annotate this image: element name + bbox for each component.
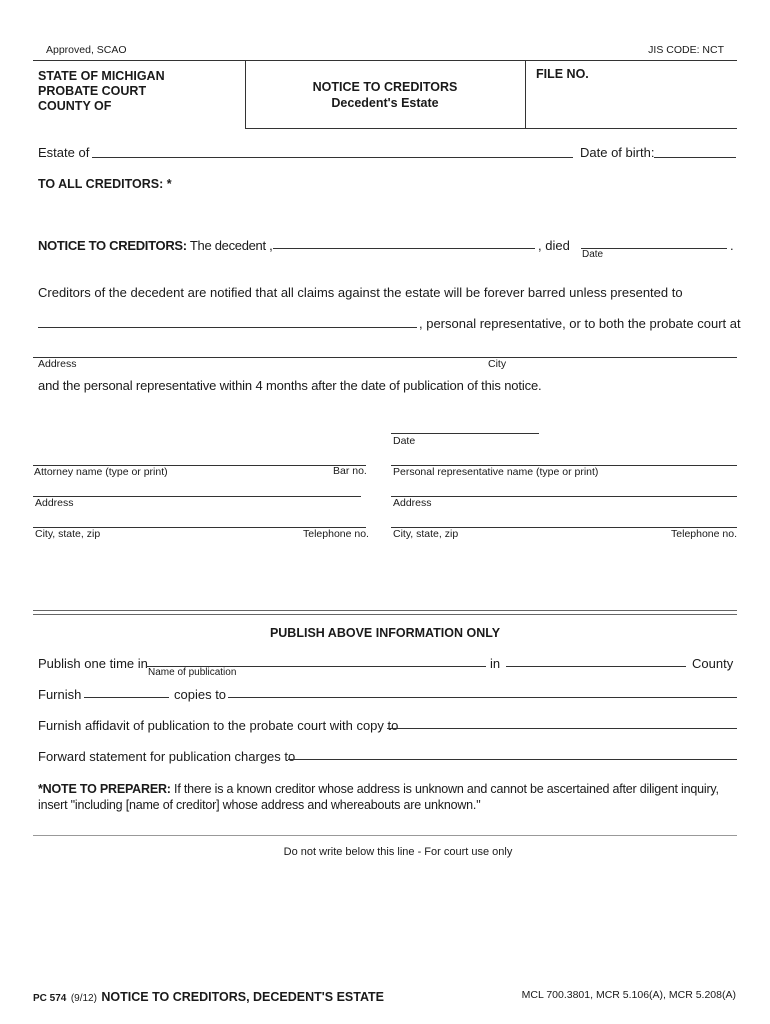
to-all-creditors: TO ALL CREDITORS: * (38, 177, 172, 191)
dob-field[interactable] (654, 157, 736, 158)
note-line-2: insert "including [name of creditor] whose address and whereabouts are unknown." (38, 798, 481, 812)
furnish-label: Furnish (38, 687, 82, 702)
county-label: County (692, 656, 734, 671)
footer-form-id (33, 988, 384, 1006)
form-title (245, 80, 525, 110)
died-label: , died (538, 238, 570, 253)
file-box-bottom (525, 128, 737, 129)
publish-divider-bottom (33, 614, 737, 615)
estate-of-label: Estate of (38, 145, 90, 160)
forward-text: Forward statement for publication charges to (38, 749, 296, 764)
forward-charges-field[interactable] (288, 759, 737, 760)
note-line-1 (38, 782, 719, 796)
pr-text: , personal representative, or to both the probate court at (419, 316, 741, 331)
header-top-rule (33, 60, 737, 61)
footer-form-no: PC 574 (33, 993, 67, 1004)
pr-name-field[interactable] (38, 327, 417, 328)
signature-date-caption: Date (393, 435, 416, 447)
affidavit-copy-field[interactable] (387, 728, 737, 729)
pr-tel-caption: Telephone no. (671, 528, 737, 540)
footer-form-name: NOTICE TO CREDITORS, DECEDENT'S ESTATE (101, 990, 385, 1004)
notice-lead-line (38, 238, 272, 253)
decedent-name-field[interactable] (273, 248, 535, 249)
copies-to-field[interactable] (228, 697, 737, 698)
jis-code: JIS CODE: NCT (648, 44, 724, 56)
creditors-text: Creditors of the decedent are notified that all claims against the estate will be forever barred unless presented to (38, 285, 683, 300)
notice-period: . (730, 238, 734, 253)
approved-label: Approved, SCAO (46, 44, 127, 56)
form-title-main: NOTICE TO CREDITORS (312, 80, 458, 94)
form-title-sub: Decedent's Estate (331, 96, 439, 110)
signature-date-field[interactable] (391, 433, 539, 434)
notice-the-decedent: The decedent , (189, 238, 273, 253)
one-time-in: one time in (84, 656, 148, 671)
court-county-label: COUNTY OF (38, 99, 112, 113)
note-lead: *NOTE TO PREPARER: (38, 782, 171, 796)
court-box (38, 69, 165, 114)
court-use-text: Do not write below this line - For court use only (283, 846, 513, 858)
court-use-rule (33, 835, 737, 836)
address-caption: Address (38, 358, 77, 370)
died-date-caption: Date (582, 249, 604, 260)
months-text: and the personal representative within 4 months after the date of publication of this notice. (38, 378, 542, 393)
pr-name-caption: Personal representative name (type or print) (393, 466, 599, 478)
pr-csz-caption: City, state, zip (393, 528, 459, 540)
bar-no-caption: Bar no. (333, 465, 367, 477)
attorney-csz-caption: City, state, zip (35, 528, 101, 540)
court-name: PROBATE COURT (38, 84, 147, 98)
in-label: in (490, 656, 501, 671)
attorney-tel-caption: Telephone no. (303, 528, 369, 540)
pr-address-caption: Address (393, 497, 432, 509)
title-box-bottom (245, 128, 525, 129)
copies-to-label: copies to (174, 687, 227, 702)
affidavit-text: Furnish affidavit of publication to the probate court with copy to (38, 718, 399, 733)
court-state: STATE OF MICHIGAN (38, 69, 165, 83)
file-no-label: FILE NO. (536, 67, 589, 81)
court-address-field[interactable] (33, 357, 737, 358)
pr-address-field[interactable] (391, 496, 737, 497)
publish-divider-top (33, 610, 737, 611)
attorney-address-caption: Address (35, 497, 74, 509)
furnish-copies-field[interactable] (84, 697, 169, 698)
city-caption: City (488, 358, 507, 370)
notice-lead: NOTICE TO CREDITORS: (38, 238, 187, 253)
publish-heading: PUBLISH ABOVE INFORMATION ONLY (269, 626, 501, 640)
publish-line (38, 656, 148, 671)
dob-label: Date of birth: (580, 145, 655, 160)
publication-county-field[interactable] (506, 666, 686, 667)
footer-rev-date: (9/12) (70, 993, 97, 1004)
note-line-1-text: If there is a known creditor whose address is unknown and cannot be ascertained after diligent inquiry, (174, 782, 719, 796)
header-divider-2 (525, 60, 526, 128)
publication-name-caption: Name of publication (148, 667, 237, 678)
attorney-address-field[interactable] (33, 496, 361, 497)
attorney-name-caption: Attorney name (type or print) (34, 466, 168, 478)
publish-label: Publish (38, 656, 81, 671)
estate-of-field[interactable] (92, 157, 573, 158)
footer-citations: MCL 700.3801, MCR 5.106(A), MCR 5.208(A) (521, 989, 736, 1001)
